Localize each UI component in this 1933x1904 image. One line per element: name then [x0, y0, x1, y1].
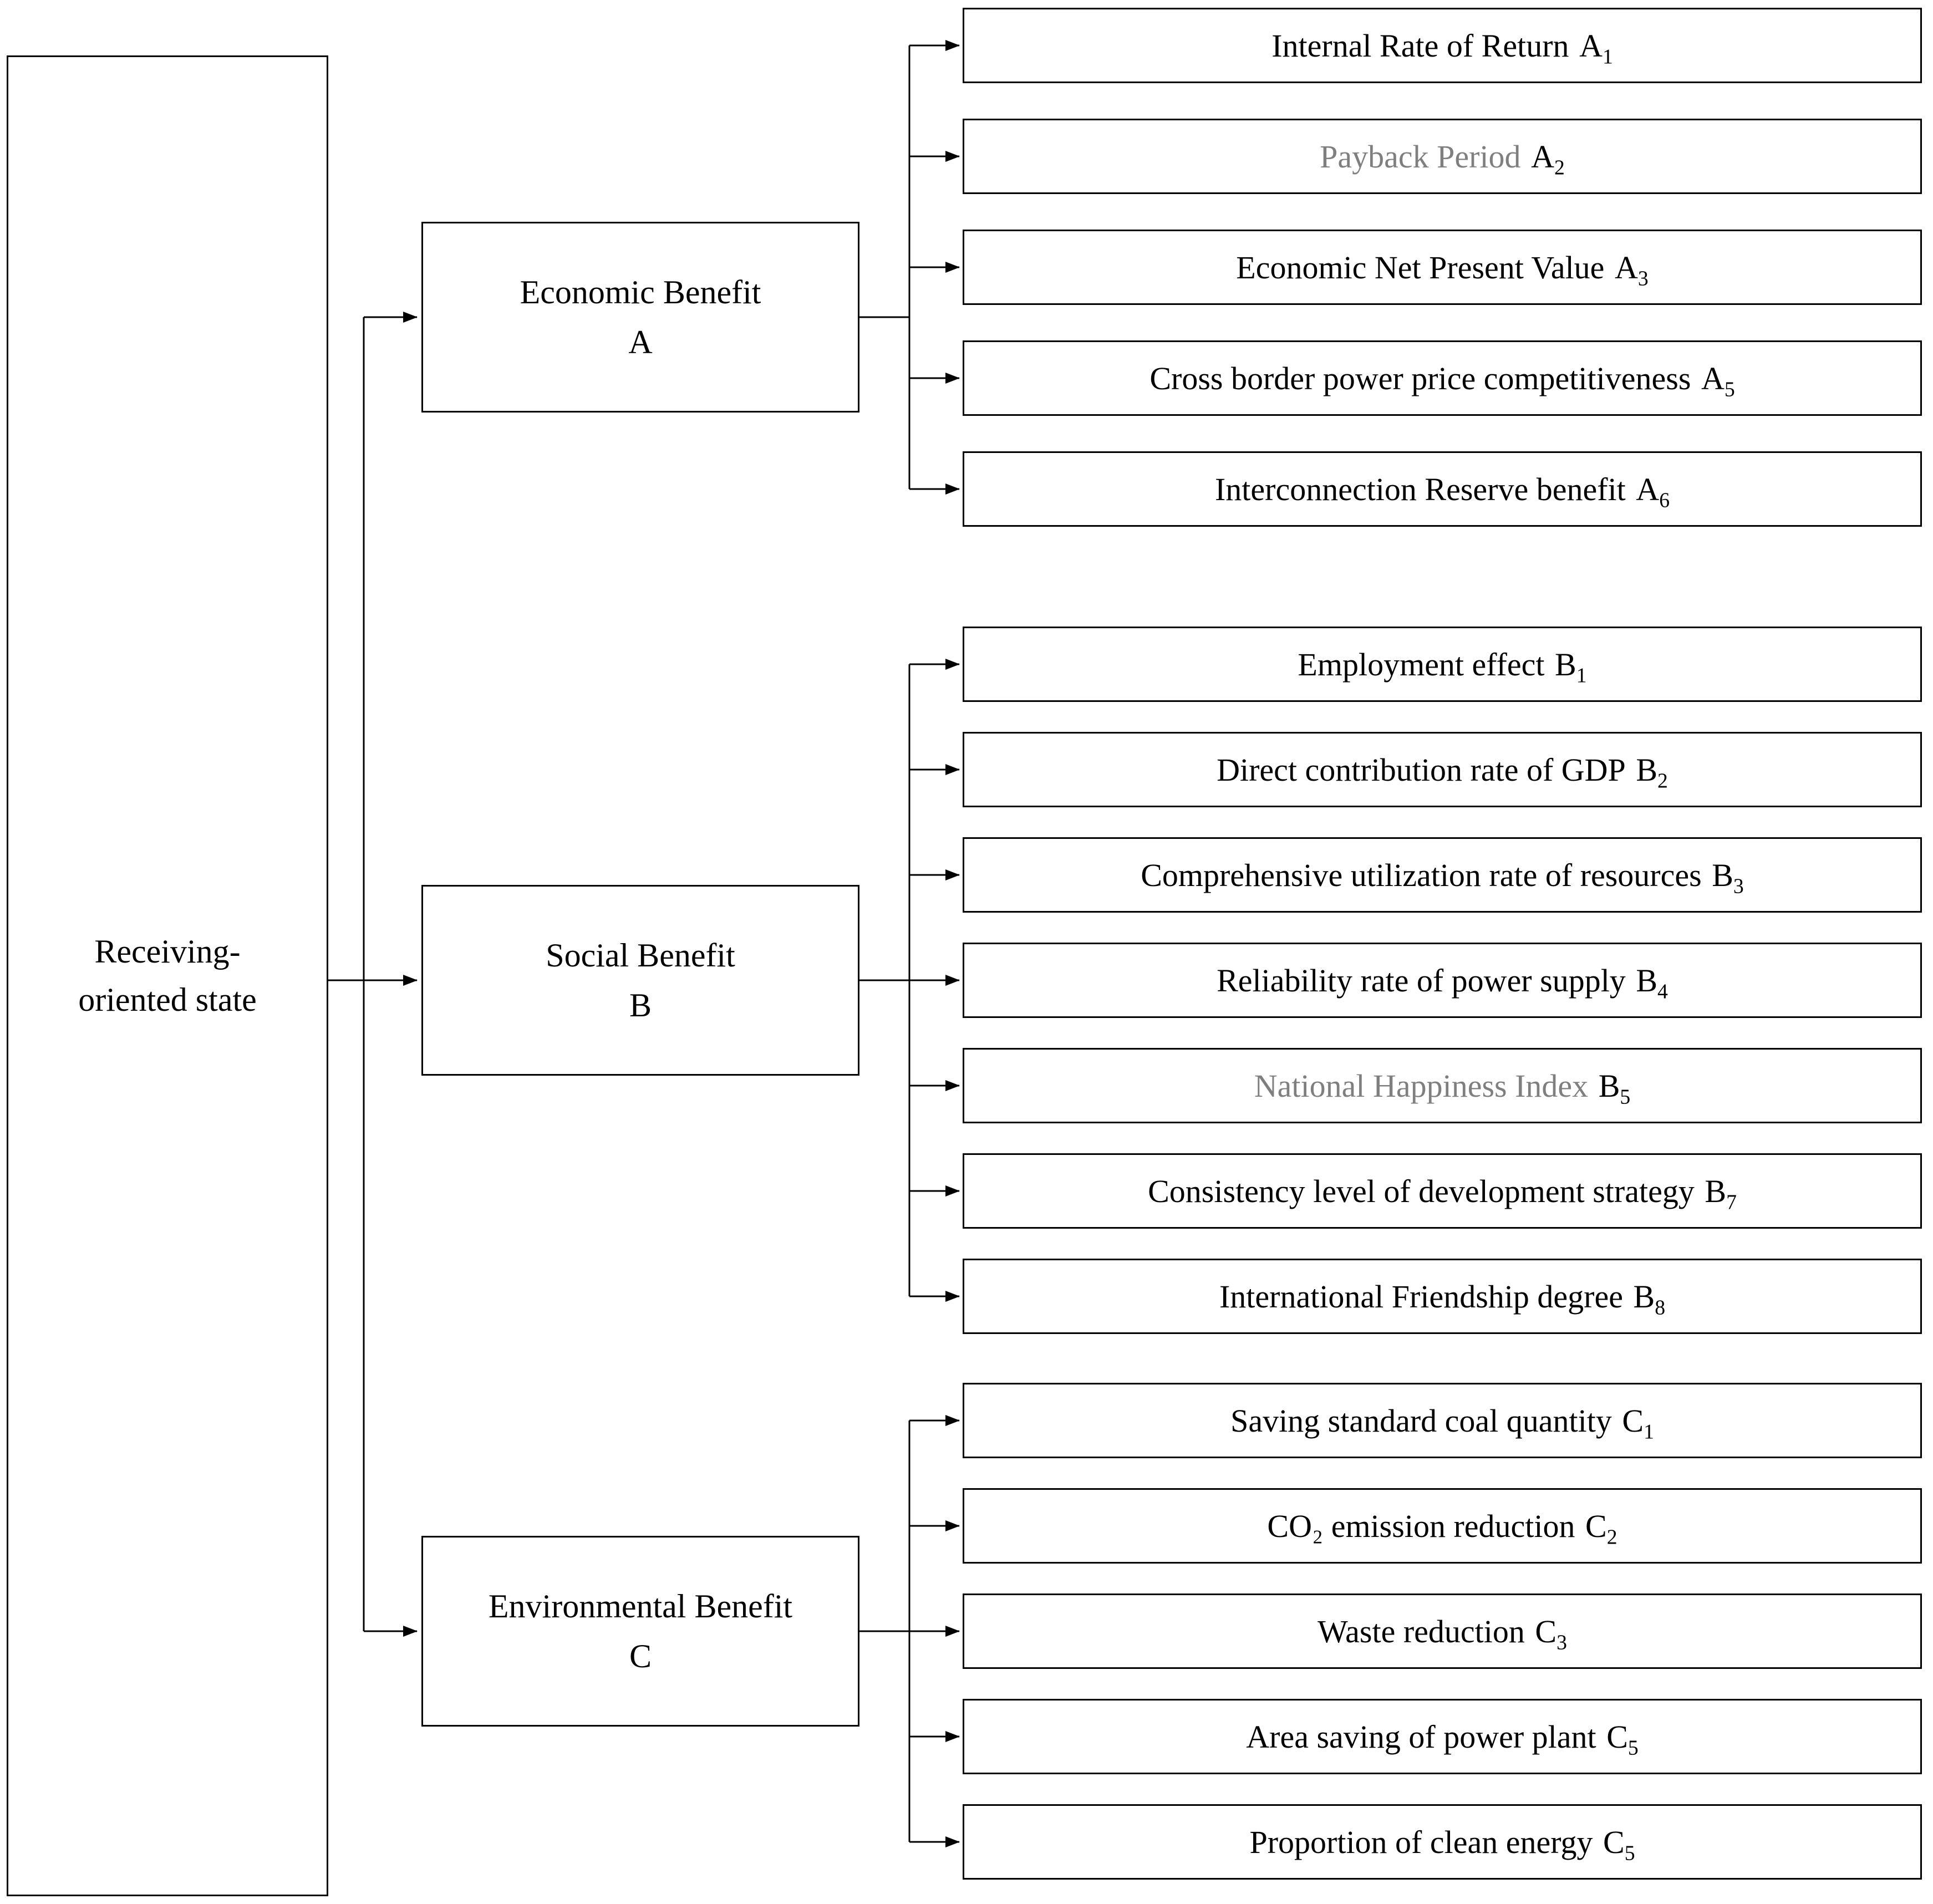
- leaf-code-base: A: [1531, 138, 1554, 175]
- leaf-label: Area saving of power plant: [1246, 1718, 1596, 1755]
- leaf-code-sub: 5: [1620, 1085, 1631, 1109]
- leaf-label: Waste reduction: [1318, 1613, 1525, 1650]
- leaf-label: Cross border power price competitiveness: [1149, 360, 1691, 396]
- leaf-label: Internal Rate of Return: [1271, 27, 1569, 64]
- leaf-code-sub: 2: [1606, 1525, 1617, 1549]
- leaf-code-sub: 5: [1624, 1841, 1635, 1865]
- node-national-happiness-index: [963, 1048, 1922, 1123]
- leaf-code-base: A: [1636, 471, 1660, 507]
- node-receiving-oriented-state: [7, 55, 328, 1896]
- leaf-label: Reliability rate of power supply: [1217, 962, 1626, 999]
- leaf-label: Saving standard coal quantity: [1230, 1402, 1612, 1439]
- leaf-code: [1622, 1402, 1654, 1444]
- leaf-code-sub: 5: [1724, 378, 1735, 401]
- leaf-code-base: A: [1579, 27, 1603, 64]
- node-cross-border-power-price-competitiveness: [963, 340, 1922, 416]
- node-interconnection-reserve-benefit: [963, 451, 1922, 527]
- leaf-code-base: B: [1712, 857, 1733, 893]
- leaf-code: [1579, 27, 1613, 69]
- leaf-code: [1705, 1173, 1737, 1214]
- group-code: B: [629, 987, 652, 1024]
- leaf-code-base: A: [1614, 249, 1638, 286]
- group-b-connector: [859, 664, 959, 1296]
- node-employment-effect: [963, 627, 1922, 702]
- leaf-code-base: C: [1606, 1718, 1628, 1755]
- leaf-label: Direct contribution rate of GDP: [1217, 751, 1626, 788]
- leaf-code-base: B: [1633, 1278, 1655, 1315]
- node-payback-period: [963, 119, 1922, 194]
- leaf-code-sub: 1: [1644, 1420, 1654, 1444]
- leaf-code-sub: 5: [1627, 1736, 1639, 1760]
- leaf-code-base: B: [1705, 1173, 1727, 1209]
- node-area-saving-of-power-plant: [963, 1699, 1922, 1774]
- node-comprehensive-utilization-rate-of-resources: [963, 837, 1922, 913]
- group-a-connector: [859, 45, 959, 489]
- leaf-code-base: C: [1535, 1613, 1557, 1650]
- leaf-code-sub: 1: [1602, 45, 1613, 69]
- leaf-code-sub: 3: [1733, 874, 1744, 898]
- root-label-line-2: oriented state: [78, 981, 257, 1018]
- leaf-code-sub: 4: [1657, 980, 1668, 1004]
- leaf-label: Payback Period: [1320, 138, 1521, 175]
- leaf-code-sub: 3: [1556, 1631, 1567, 1654]
- leaf-code-base: B: [1636, 751, 1658, 788]
- leaf-code-base: A: [1701, 360, 1725, 396]
- leaf-code-base: B: [1555, 646, 1576, 683]
- root-label-line-1: Receiving-: [94, 933, 241, 970]
- leaf-label: Consistency level of development strategy: [1148, 1173, 1695, 1209]
- leaf-label: International Friendship degree: [1219, 1278, 1623, 1315]
- group-code: C: [629, 1638, 652, 1674]
- leaf-code: [1598, 1067, 1631, 1109]
- leaf-label: Interconnection Reserve benefit: [1214, 471, 1626, 507]
- node-waste-reduction: [963, 1594, 1922, 1669]
- leaf-label: Economic Net Present Value: [1236, 249, 1605, 286]
- group-c-connector: [859, 1421, 959, 1842]
- leaf-code-sub: 2: [1554, 156, 1565, 180]
- leaf-code-sub: 6: [1659, 488, 1670, 512]
- leaf-code: [1555, 646, 1587, 688]
- leaf-code-base: C: [1603, 1824, 1625, 1860]
- node-co2-emission-reduction: [963, 1488, 1922, 1564]
- leaf-code: [1531, 138, 1565, 180]
- leaf-code: [1712, 857, 1744, 898]
- leaf-code: [1636, 471, 1670, 512]
- leaf-code: [1636, 751, 1668, 793]
- node-economic-net-present-value: [963, 230, 1922, 305]
- group-code: A: [628, 324, 653, 360]
- node-internal-rate-of-return: [963, 8, 1922, 83]
- leaf-code-sub: 8: [1655, 1296, 1666, 1320]
- leaf-code-base: C: [1585, 1508, 1607, 1544]
- leaf-code-sub: 7: [1726, 1190, 1737, 1214]
- leaf-code-sub: 3: [1637, 267, 1649, 291]
- leaf-code: [1636, 962, 1668, 1004]
- node-consistency-level-of-development-strategy: [963, 1153, 1922, 1229]
- group-title: Environmental Benefit: [488, 1588, 793, 1625]
- leaf-code-base: C: [1622, 1402, 1644, 1439]
- root-connector: [328, 317, 417, 1631]
- leaf-code: [1535, 1613, 1567, 1654]
- leaf-label: National Happiness Index: [1254, 1067, 1589, 1104]
- leaf-label: Comprehensive utilization rate of resources: [1141, 857, 1702, 893]
- group-title: Social Benefit: [546, 937, 735, 974]
- leaf-code: [1585, 1508, 1617, 1549]
- node-direct-contribution-rate-of-gdp: [963, 732, 1922, 807]
- leaf-code: [1633, 1278, 1666, 1320]
- node-social-benefit-b: [421, 885, 859, 1076]
- node-saving-standard-coal-quantity: [963, 1383, 1922, 1458]
- node-proportion-of-clean-energy: [963, 1804, 1922, 1880]
- group-title: Economic Benefit: [520, 274, 761, 310]
- leaf-code: [1606, 1718, 1639, 1760]
- node-international-friendship-degree: [963, 1259, 1922, 1334]
- leaf-code-sub: 2: [1657, 769, 1668, 793]
- node-reliability-rate-of-power-supply: [963, 943, 1922, 1018]
- leaf-code-base: B: [1636, 962, 1658, 999]
- leaf-code: [1701, 360, 1735, 401]
- leaf-label: Employment effect: [1298, 646, 1545, 683]
- node-environmental-benefit-c: [421, 1536, 859, 1727]
- leaf-code: [1603, 1824, 1635, 1865]
- leaf-code-sub: 1: [1576, 664, 1587, 688]
- leaf-code: [1614, 249, 1649, 291]
- leaf-label: Proportion of clean energy: [1249, 1824, 1593, 1860]
- leaf-label: CO₂ emission reduction: [1267, 1508, 1575, 1544]
- leaf-code-base: B: [1598, 1067, 1620, 1104]
- node-economic-benefit-a: [421, 222, 859, 413]
